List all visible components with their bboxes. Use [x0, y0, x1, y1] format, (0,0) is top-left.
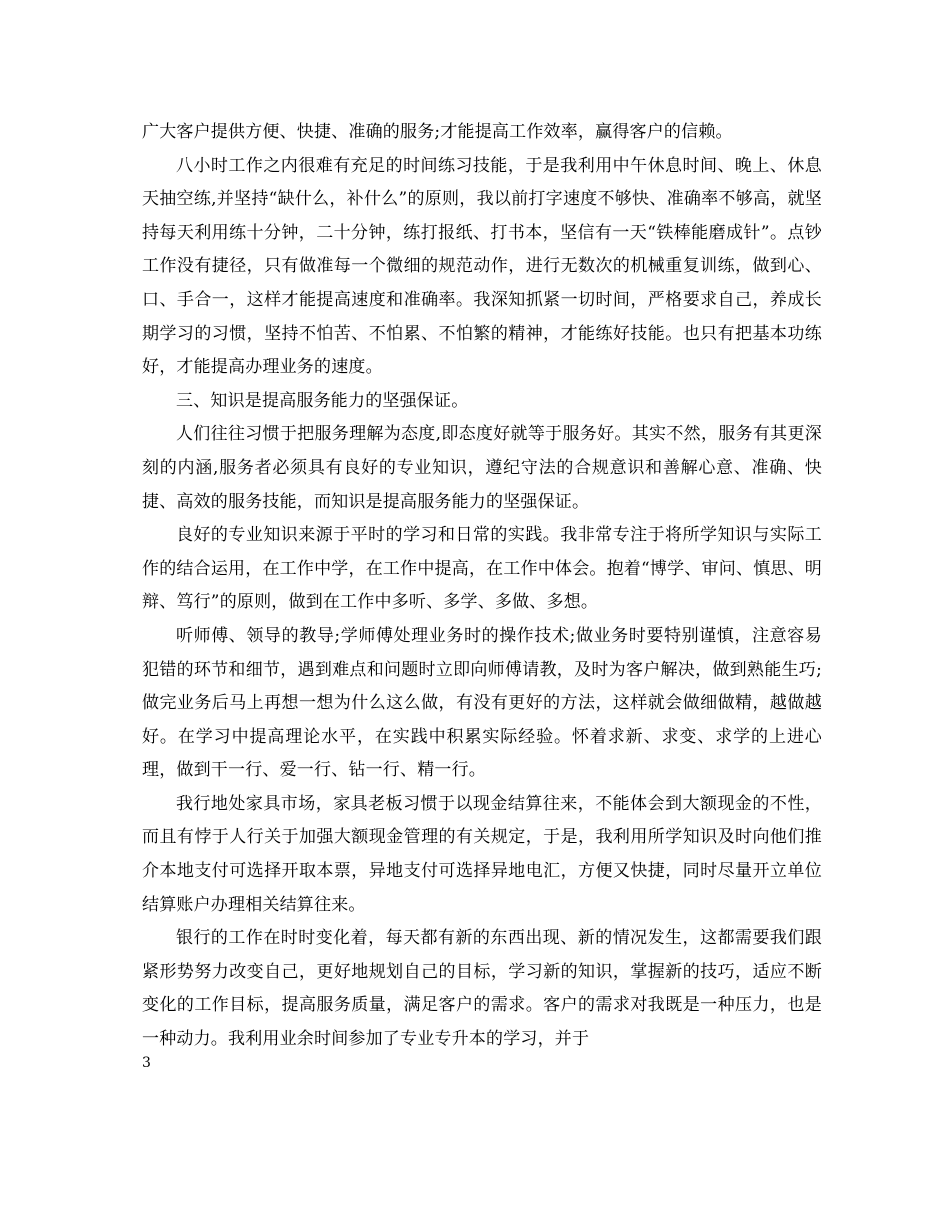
paragraph-7: 银行的工作在时时变化着，每天都有新的东西出现、新的情况发生，这都需要我们跟紧形势努力改变自己，更好地规划自己的目标，学习新的知识，掌握新的技巧，适应不断变化的工作目标，提高服务质量，满足客户的需求。客户的需求对我既是一种压力，也是一种动力。我利用业余时间参加了专业专升本的学习，并于	[142, 928, 822, 1050]
paragraph-5: 听师傅、领导的教导;学师傅处理业务时的操作技术;做业务时要特别谨慎，注意容易犯错的环节和细节，遇到难点和问题时立即向师傅请教，及时为客户解决，做到熟能生巧;做完业务后马上再想一想为什么这么做，有没有更好的方法，这样就会做细做精，越做越好。在学习中提高理论水平，在实践中积累实际经验。怀着求新、求变、求学的上进心理，做到干一行、爱一行、钻一行、精一行。	[142, 625, 822, 781]
section-heading: 三、知识是提高服务能力的坚强保证。	[176, 390, 469, 411]
paragraph-6: 我行地处家具市场，家具老板习惯于以现金结算往来，不能体会到大额现金的不性，而且有悖于人行关于加强大额现金管理的有关规定，于是，我利用所学知识及时向他们推介本地支付可选择开取本票，异地支付可选择异地电汇，方便又快捷，同时尽量开立单位结算账户办理相关结算往来。	[142, 793, 822, 915]
paragraph-3: 人们往往习惯于把服务理解为态度,即态度好就等于服务好。其实不然，服务有其更深刻的内涵,服务者必须具有良好的专业知识，遵纪守法的合规意识和善解心意、准确、快捷、高效的服务技能，而知识是提高服务能力的坚强保证。	[142, 424, 822, 512]
page-number: 3	[142, 1055, 151, 1071]
paragraph-2: 八小时工作之内很难有充足的时间练习技能，于是我利用中午休息时间、晚上、休息天抽空练,并坚持“缺什么，补什么”的原则，我以前打字速度不够快、准确率不够高，就坚持每天利用练十分钟，二十分钟，练打报纸、打书本，坚信有一天“铁棒能磨成针”。点钞工作没有捷径，只有做准每一个微细的规范动作，进行无数次的机械重复训练，做到心、口、手合一，这样才能提高速度和准确率。我深知抓紧一切时间，严格要求自己，养成长期学习的习惯，坚持不怕苦、不怕累、不怕繁的精神，才能练好技能。也只有把基本功练好，才能提高办理业务的速度。	[142, 155, 822, 378]
document-body	[142, 116, 822, 1057]
paragraph-1: 广大客户提供方便、快捷、准确的服务;才能提高工作效率，赢得客户的信赖。	[142, 122, 733, 142]
paragraph-4: 良好的专业知识来源于平时的学习和日常的实践。我非常专注于将所学知识与实际工作的结合运用，在工作中学，在工作中提高，在工作中体会。抱着“博学、审问、慎思、明辩、笃行”的原则，做到在工作中多听、多学、多做、多想。	[142, 525, 822, 613]
